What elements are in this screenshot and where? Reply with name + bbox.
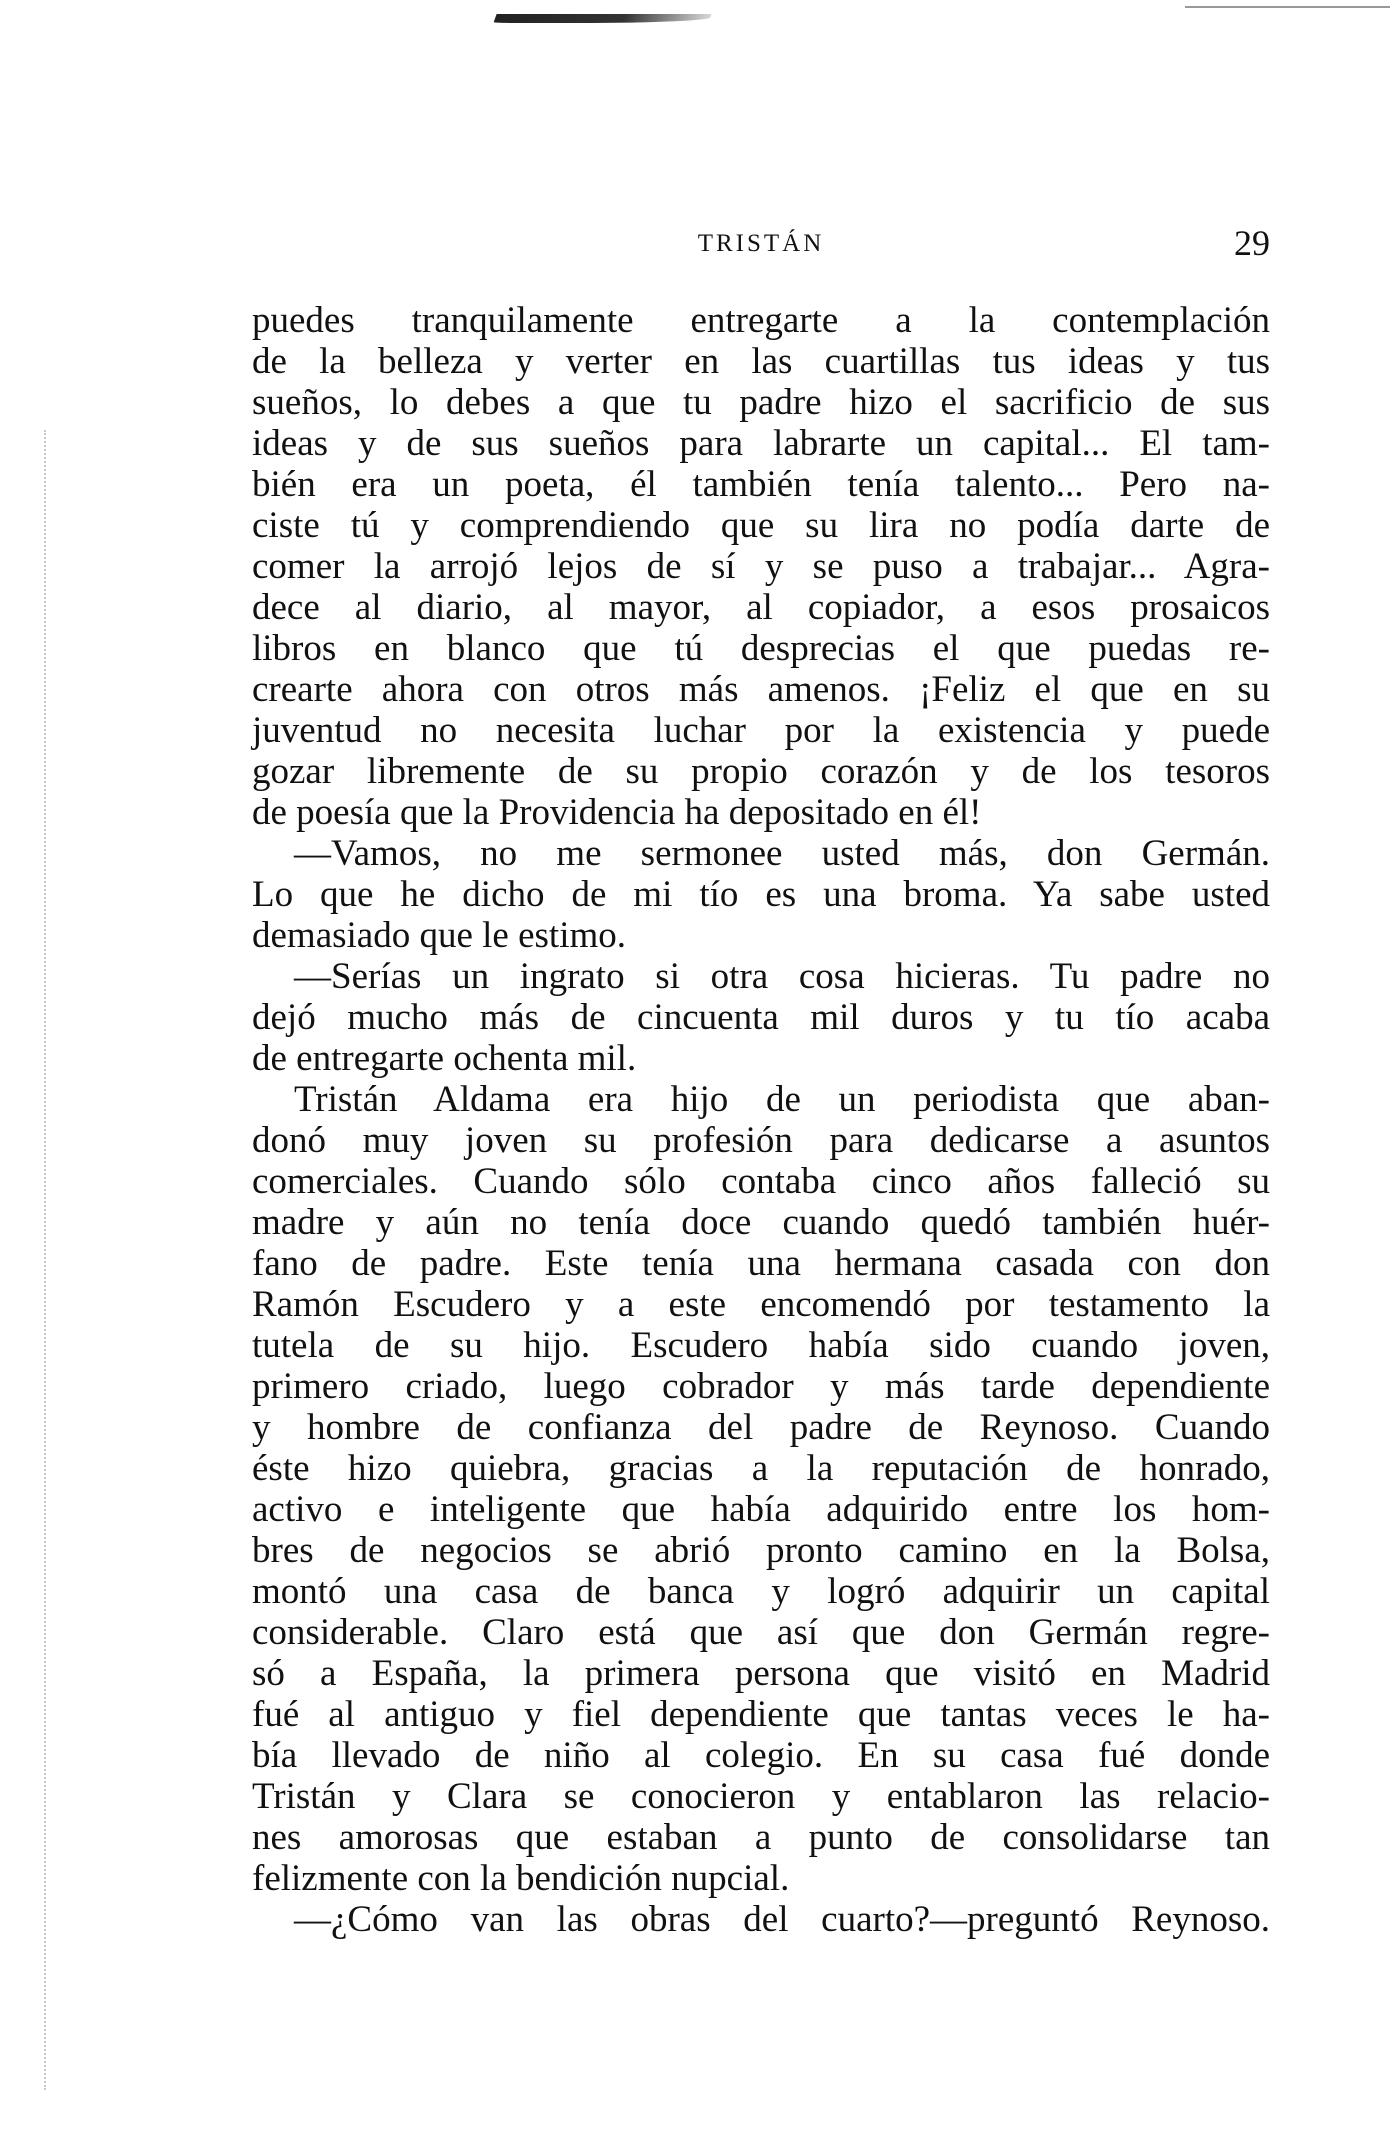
text-line: éste hizo quiebra, gracias a la reputación de honrado, xyxy=(252,1448,1270,1489)
text-line: sueños, lo debes a que tu padre hizo el sacrificio de sus xyxy=(252,382,1270,423)
text-line: Tristán y Clara se conocieron y entablaron las relacio- xyxy=(252,1776,1270,1817)
text-line: primero criado, luego cobrador y más tarde dependiente xyxy=(252,1366,1270,1407)
running-title: TRISTÁN xyxy=(697,230,825,257)
text-line: montó una casa de banca y logró adquirir un capital xyxy=(252,1571,1270,1612)
page-binding-edge xyxy=(44,430,49,2090)
text-line: comerciales. Cuando sólo contaba cinco años falleció su xyxy=(252,1161,1270,1202)
text-line: crearte ahora con otros más amenos. ¡Feliz el que en su xyxy=(252,669,1270,710)
text-line: bién era un poeta, él también tenía talento... Pero na- xyxy=(252,464,1270,505)
text-line: puedes tranquilamente entregarte a la contemplación xyxy=(252,300,1270,341)
text-line: considerable. Claro está que así que don Germán regre- xyxy=(252,1612,1270,1653)
text-line: de poesía que la Providencia ha depositado en él! xyxy=(252,792,982,833)
text-line: nes amorosas que estaban a punto de consolidarse tan xyxy=(252,1817,1270,1858)
text-line: madre y aún no tenía doce cuando quedó también huér- xyxy=(252,1202,1270,1243)
text-line: só a España, la primera persona que visitó en Madrid xyxy=(252,1653,1270,1694)
text-line: bres de negocios se abrió pronto camino en la Bolsa, xyxy=(252,1530,1270,1571)
text-line: activo e inteligente que había adquirido entre los hom- xyxy=(252,1489,1270,1530)
text-line: de la belleza y verter en las cuartillas tus ideas y tus xyxy=(252,341,1270,382)
text-line: de entregarte ochenta mil. xyxy=(252,1038,637,1079)
text-line: Ramón Escudero y a este encomendó por testamento la xyxy=(252,1284,1270,1325)
running-header xyxy=(252,222,1270,262)
text-line: donó muy joven su profesión para dedicarse a asuntos xyxy=(252,1120,1270,1161)
text-line: dece al diario, al mayor, al copiador, a esos prosaicos xyxy=(252,587,1270,628)
text-line: ciste tú y comprendiendo que su lira no podía darte de xyxy=(252,505,1270,546)
text-line: bía llevado de niño al colegio. En su casa fué donde xyxy=(252,1735,1270,1776)
dialogue-line: —¿Cómo van las obras del cuarto?—preguntó Reynoso. xyxy=(294,1899,1270,1940)
text-line: juventud no necesita luchar por la existencia y puede xyxy=(252,710,1270,751)
text-line: libros en blanco que tú desprecias el que puedas re- xyxy=(252,628,1270,669)
text-line: Lo que he dicho de mi tío es una broma. Ya sabe usted xyxy=(252,874,1270,915)
paragraph-start-line: Tristán Aldama era hijo de un periodista que aban- xyxy=(294,1079,1270,1120)
scan-edge-line xyxy=(1185,6,1390,8)
body-text xyxy=(252,300,1270,1940)
text-line: y hombre de confianza del padre de Reynoso. Cuando xyxy=(252,1407,1270,1448)
text-line: comer la arrojó lejos de sí y se puso a trabajar... Agra- xyxy=(252,546,1270,587)
text-line: gozar libremente de su propio corazón y de los tesoros xyxy=(252,751,1270,792)
text-line: fano de padre. Este tenía una hermana casada con don xyxy=(252,1243,1270,1284)
text-line: tutela de su hijo. Escudero había sido cuando joven, xyxy=(252,1325,1270,1366)
scan-artifact xyxy=(493,14,711,23)
text-line: dejó mucho más de cincuenta mil duros y tu tío acaba xyxy=(252,997,1270,1038)
text-line: fué al antiguo y fiel dependiente que tantas veces le ha- xyxy=(252,1694,1270,1735)
page-number: 29 xyxy=(1234,223,1270,263)
text-line: ideas y de sus sueños para labrarte un capital... El tam- xyxy=(252,423,1270,464)
dialogue-line: —Vamos, no me sermonee usted más, don Germán. xyxy=(294,833,1270,874)
text-line: felizmente con la bendición nupcial. xyxy=(252,1858,790,1899)
text-line: demasiado que le estimo. xyxy=(252,915,627,956)
dialogue-line: —Serías un ingrato si otra cosa hicieras. Tu padre no xyxy=(294,956,1270,997)
